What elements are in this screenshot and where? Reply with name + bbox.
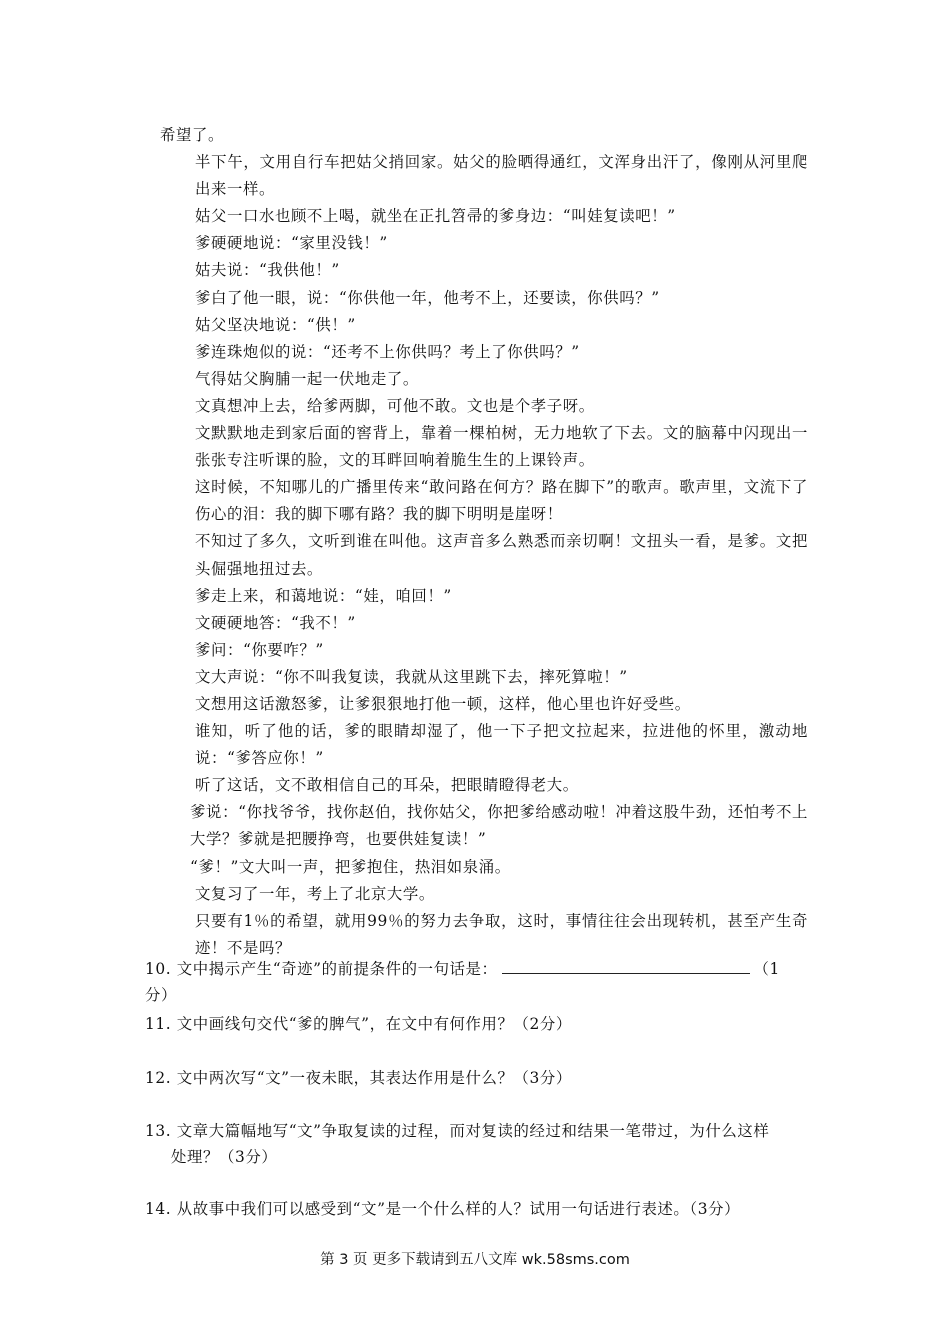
question-12 — [145, 1065, 809, 1091]
paragraph: 气得姑父胸脯一起一伏地走了。 — [195, 369, 419, 388]
question-10 — [145, 956, 809, 1008]
paragraph: 爹说：“你找爷爷，找你赵伯，找你姑父，你把爹给感动啦！冲着这股牛劲，还怕考不上大学？爹就是把腰挣弯，也要供娃复读！” — [190, 803, 808, 849]
question-12-text: 12. 文中两次写“文”一夜未眠，其表达作用是什么？（3分） — [145, 1069, 572, 1087]
paragraph: 希望了。 — [160, 126, 224, 144]
question-14-text: 14. 从故事中我们可以感受到“文”是一个什么样的人？试用一句话进行表述。（3分） — [145, 1200, 741, 1218]
paragraph: 文复习了一年，考上了北京大学。 — [195, 884, 435, 903]
question-11 — [145, 1011, 809, 1037]
paragraph: 爹白了他一眼，说：“你供他一年，他考不上，还要读，你供吗？” — [195, 288, 660, 307]
question-13-text-cont: 处理？（3分） — [171, 1148, 278, 1166]
paragraph: 爹走上来，和蔼地说：“娃，咱回！” — [195, 586, 452, 605]
paragraph: 文大声说：“你不叫我复读，我就从这里跳下去，摔死算啦！” — [195, 667, 628, 686]
answer-blank[interactable] — [502, 958, 750, 974]
paragraph: 姑父一口水也顾不上喝，就坐在正扎笤帚的爹身边：“叫娃复读吧！” — [195, 207, 676, 226]
paragraph: “爹！”文大叫一声，把爹抱住，热泪如泉涌。 — [190, 857, 511, 876]
question-10-score-cont: 分） — [145, 986, 177, 1004]
paragraph: 文硬硬地答：“我不！” — [195, 613, 356, 632]
paragraph: 姑父坚决地说：“供！” — [195, 315, 356, 334]
paragraph: 文真想冲上去，给爹两脚，可他不敢。文也是个孝子呀。 — [195, 396, 595, 415]
question-11-text: 11. 文中画线句交代“爹的脾气”，在文中有何作用？（2分） — [145, 1015, 572, 1033]
paragraph: 只要有1％的希望，就用99％的努力去争取，这时，事情往往会出现转机，甚至产生奇迹！不是吗？ — [195, 911, 808, 957]
paragraph: 爹硬硬地说：“家里没钱！” — [195, 234, 388, 253]
paragraph: 爹连珠炮似的说：“还考不上你供吗？考上了你供吗？” — [195, 342, 580, 361]
paragraph: 文默默地走到家后面的窖背上，靠着一棵柏树，无力地软了下去。文的脑幕中闪现出一张张专注听课的脸，文的耳畔回响着脆生生的上课铃声。 — [195, 424, 808, 470]
paragraph: 文想用这话激怒爹，让爹狠狠地打他一顿，这样，他心里也许好受些。 — [195, 694, 691, 713]
question-10-score: （1 — [753, 960, 780, 978]
paragraph: 谁知，听了他的话，爹的眼睛却湿了，他一下子把文拉起来，拉进他的怀里，激动地说：“爹答应你！” — [195, 722, 808, 768]
page-footer: 第 3 页 更多下载请到五八文库 wk.58sms.com — [320, 1252, 630, 1268]
paragraph: 半下午，文用自行车把姑父捎回家。姑父的脸晒得通红，文浑身出汗了，像刚从河里爬出来一样。 — [195, 153, 808, 199]
question-10-text: 10. 文中揭示产生“奇迹”的前提条件的一句话是： — [145, 960, 498, 978]
story-text — [162, 122, 808, 962]
question-13 — [145, 1118, 809, 1170]
paragraph: 爹问：“你要咋？” — [195, 640, 324, 659]
paragraph: 这时候，不知哪儿的广播里传来“敢问路在何方？路在脚下”的歌声。歌声里，文流下了伤心的泪：我的脚下哪有路？我的脚下明明是崖呀！ — [195, 478, 808, 524]
question-13-text: 13. 文章大篇幅地写“文”争取复读的过程，而对复读的经过和结果一笔带过，为什么这样 — [145, 1122, 770, 1140]
question-14 — [145, 1196, 809, 1222]
paragraph: 听了这话，文不敢相信自己的耳朵，把眼睛瞪得老大。 — [195, 776, 579, 795]
paragraph: 不知过了多久，文听到谁在叫他。这声音多么熟悉而亲切啊！文扭头一看，是爹。文把头倔强地扭过去。 — [195, 532, 808, 578]
paragraph: 姑夫说：“我供他！” — [195, 261, 340, 280]
